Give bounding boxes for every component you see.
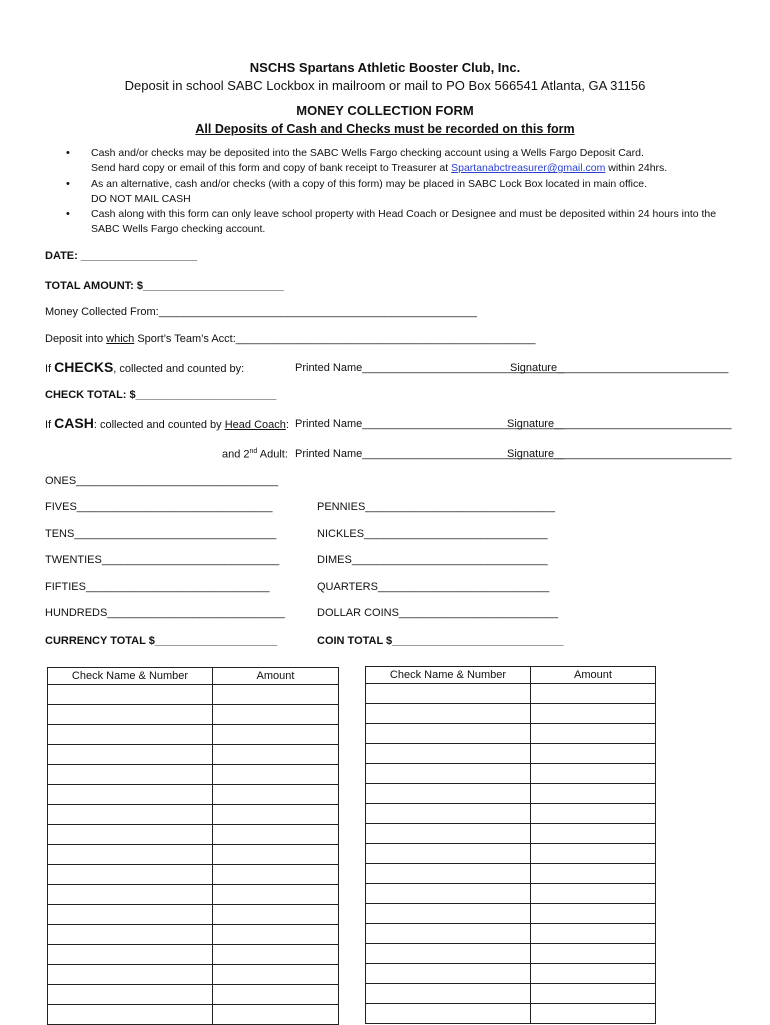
head-coach-text: Head Coach — [224, 419, 286, 431]
date-field[interactable]: DATE: ___________________ — [45, 250, 198, 262]
check-row — [48, 745, 339, 765]
check-name-cell[interactable] — [48, 745, 213, 765]
check-row — [48, 725, 339, 745]
check-amount-cell[interactable] — [213, 885, 339, 905]
check-name-cell[interactable] — [48, 805, 213, 825]
check-row — [48, 985, 339, 1005]
check-row — [366, 824, 656, 844]
amount-header: Amount — [213, 668, 339, 685]
check-row — [366, 984, 656, 1004]
check-row — [48, 805, 339, 825]
check-name-cell[interactable] — [366, 964, 531, 984]
check-row — [48, 845, 339, 865]
deposit-instructions: Deposit in school SABC Lockbox in mailroom or mail to PO Box 566541 Atlanta, GA 31156 — [124, 78, 646, 93]
check-amount-cell[interactable] — [213, 985, 339, 1005]
twenties-field[interactable]: TWENTIES_____________________________ — [45, 554, 280, 566]
fifties-field[interactable]: FIFTIES______________________________ — [45, 581, 270, 593]
check-name-cell[interactable] — [48, 1005, 213, 1025]
check-name-cell[interactable] — [48, 905, 213, 925]
check-name-cell[interactable] — [366, 884, 531, 904]
bullet-3-line-1: Cash along with this form can only leave school property with Head Coach or Designee and must be deposited within 24 hours into the — [91, 208, 717, 220]
check-row — [48, 705, 339, 725]
dimes-field[interactable]: DIMES________________________________ — [317, 554, 548, 566]
dollar-coins-field[interactable]: DOLLAR COINS__________________________ — [317, 607, 558, 619]
check-row — [48, 925, 339, 945]
check-amount-cell[interactable] — [531, 904, 656, 924]
second-adult-printed-name-field[interactable]: Printed Name_________________________________ — [295, 448, 565, 460]
pennies-field[interactable]: PENNIES_______________________________ — [317, 501, 555, 513]
check-table-right — [365, 666, 656, 1024]
checks-collected-label — [45, 359, 244, 375]
second-adult-signature-field[interactable]: Signature_____________________________ — [507, 448, 732, 460]
check-name-cell[interactable] — [366, 784, 531, 804]
check-row — [366, 704, 656, 724]
check-name-cell[interactable] — [366, 944, 531, 964]
check-row — [366, 944, 656, 964]
check-row — [48, 885, 339, 905]
check-name-cell[interactable] — [366, 764, 531, 784]
check-amount-cell[interactable] — [531, 784, 656, 804]
checks-printed-name-field[interactable]: Printed Name_________________________________ — [295, 362, 565, 374]
deposit-team-account-field[interactable] — [45, 333, 536, 345]
check-name-cell[interactable] — [48, 965, 213, 985]
check-amount-cell[interactable] — [213, 705, 339, 725]
check-amount-cell[interactable] — [213, 905, 339, 925]
check-amount-cell[interactable] — [531, 864, 656, 884]
check-amount-cell[interactable] — [213, 965, 339, 985]
check-row — [366, 844, 656, 864]
check-row — [48, 825, 339, 845]
bullet-icon: • — [66, 147, 70, 159]
checks-word: CHECKS — [54, 359, 114, 375]
check-amount-cell[interactable] — [213, 825, 339, 845]
bullet-icon: • — [66, 208, 70, 220]
check-row — [366, 724, 656, 744]
bullet-1-line-2 — [91, 162, 667, 174]
check-row — [48, 945, 339, 965]
check-amount-cell[interactable] — [213, 865, 339, 885]
check-name-cell[interactable] — [48, 725, 213, 745]
second-adult-label — [222, 448, 288, 461]
check-name-cell[interactable] — [366, 824, 531, 844]
bullet-2-line-2: DO NOT MAIL CASH — [91, 193, 191, 205]
bullet-icon: • — [66, 178, 70, 190]
check-name-cell[interactable] — [48, 685, 213, 705]
check-row — [48, 965, 339, 985]
check-name-header: Check Name & Number — [366, 667, 531, 684]
org-title: NSCHS Spartans Athletic Booster Club, Inc. — [249, 60, 521, 75]
check-row — [366, 684, 656, 704]
check-amount-cell[interactable] — [531, 844, 656, 864]
treasurer-email-link[interactable]: Spartanabctreasurer@gmail.com — [451, 162, 606, 174]
check-row — [366, 784, 656, 804]
check-amount-cell[interactable] — [213, 685, 339, 705]
check-name-cell[interactable] — [48, 885, 213, 905]
form-subtitle: All Deposits of Cash and Checks must be recorded on this form — [195, 122, 575, 136]
check-name-cell[interactable] — [48, 705, 213, 725]
cash-collected-label — [45, 415, 289, 431]
bullet-2-line-1: As an alternative, cash and/or checks (with a copy of this form) may be placed in SABC Lock Box located in main office. — [91, 178, 647, 190]
check-amount-cell[interactable] — [213, 845, 339, 865]
check-amount-cell[interactable] — [531, 744, 656, 764]
check-amount-cell[interactable] — [531, 684, 656, 704]
ones-field[interactable]: ONES_________________________________ — [45, 475, 279, 487]
check-amount-cell[interactable] — [213, 785, 339, 805]
checks-signature-field[interactable]: Signature____________________________ — [510, 362, 729, 374]
check-amount-cell[interactable] — [531, 1004, 656, 1024]
currency-total-field[interactable]: CURRENCY TOTAL $____________________ — [45, 635, 278, 647]
check-name-cell[interactable] — [366, 704, 531, 724]
check-row — [48, 905, 339, 925]
check-name-cell[interactable] — [48, 985, 213, 1005]
check-table-left — [47, 667, 339, 1025]
cash-colon: : — [285, 419, 289, 431]
cash-word: CASH — [54, 415, 94, 431]
check-name-cell[interactable] — [366, 804, 531, 824]
check-amount-cell[interactable] — [213, 765, 339, 785]
check-name-cell[interactable] — [48, 925, 213, 945]
check-amount-cell[interactable] — [531, 824, 656, 844]
check-row — [366, 864, 656, 884]
check-amount-cell[interactable] — [213, 725, 339, 745]
hundreds-field[interactable]: HUNDREDS_____________________________ — [45, 607, 285, 619]
total-amount-field[interactable]: TOTAL AMOUNT: $_______________________ — [45, 280, 284, 292]
check-total-field[interactable]: CHECK TOTAL: $_______________________ — [45, 389, 277, 401]
check-row — [48, 865, 339, 885]
check-amount-cell[interactable] — [531, 804, 656, 824]
check-name-cell[interactable] — [48, 765, 213, 785]
check-amount-cell[interactable] — [531, 884, 656, 904]
check-amount-cell[interactable] — [531, 964, 656, 984]
check-row — [366, 884, 656, 904]
check-name-cell[interactable] — [48, 945, 213, 965]
deposit-line: Sport’s Team’s Acct:_________________________________________________ — [134, 333, 536, 345]
amount-header: Amount — [531, 667, 656, 684]
check-name-header: Check Name & Number — [48, 668, 213, 685]
check-row — [366, 804, 656, 824]
second-adult-text: and 2 — [222, 448, 250, 461]
check-name-cell[interactable] — [366, 924, 531, 944]
bullet-1-text: Send hard copy or email of this form and copy of bank receipt to Treasurer at — [91, 162, 452, 174]
check-name-cell[interactable] — [366, 1004, 531, 1024]
check-row — [48, 765, 339, 785]
cash-signature-field[interactable]: Signature_____________________________ — [507, 418, 732, 430]
check-row — [366, 744, 656, 764]
ordinal-suffix: nd — [249, 448, 258, 455]
check-row — [48, 785, 339, 805]
check-amount-cell[interactable] — [213, 1005, 339, 1025]
check-row — [48, 1005, 339, 1025]
check-name-cell[interactable] — [366, 844, 531, 864]
check-row — [366, 764, 656, 784]
check-name-cell[interactable] — [366, 904, 531, 924]
bullet-1-text-end: within 24hrs. — [605, 162, 668, 174]
cash-printed-name-field[interactable]: Printed Name_________________________________ — [295, 418, 565, 430]
check-name-cell[interactable] — [366, 684, 531, 704]
check-name-cell[interactable] — [48, 785, 213, 805]
check-amount-cell[interactable] — [213, 925, 339, 945]
form-title: MONEY COLLECTION FORM — [296, 103, 474, 118]
check-row — [366, 904, 656, 924]
quarters-field[interactable]: QUARTERS____________________________ — [317, 581, 550, 593]
adult-text: Adult: — [257, 448, 288, 461]
check-row — [366, 1004, 656, 1024]
check-amount-cell[interactable] — [531, 704, 656, 724]
check-row — [366, 924, 656, 944]
deposit-label: Deposit into — [45, 333, 107, 345]
tens-field[interactable]: TENS_________________________________ — [45, 528, 277, 540]
check-amount-cell[interactable] — [531, 944, 656, 964]
coin-total-field[interactable]: COIN TOTAL $____________________________ — [317, 635, 564, 647]
check-name-cell[interactable] — [48, 845, 213, 865]
fives-field[interactable]: FIVES________________________________ — [45, 501, 273, 513]
which-word: which — [106, 333, 135, 345]
bullet-1-line-1: Cash and/or checks may be deposited into the SABC Wells Fargo checking account using a Wells Fargo Deposit Card. — [91, 147, 644, 159]
check-amount-cell[interactable] — [213, 745, 339, 765]
check-name-cell[interactable] — [366, 724, 531, 744]
if-word: If — [45, 363, 55, 375]
check-amount-cell[interactable] — [531, 724, 656, 744]
check-name-cell[interactable] — [48, 825, 213, 845]
checks-counted-text: , collected and counted by: — [113, 363, 245, 375]
check-row — [366, 964, 656, 984]
check-amount-cell[interactable] — [531, 764, 656, 784]
nickles-field[interactable]: NICKLES______________________________ — [317, 528, 548, 540]
money-collected-from-field[interactable]: Money Collected From:____________________________________________________ — [45, 306, 477, 318]
check-row — [48, 685, 339, 705]
check-amount-cell[interactable] — [213, 805, 339, 825]
if-word: If — [45, 419, 55, 431]
check-name-cell[interactable] — [366, 864, 531, 884]
check-name-cell[interactable] — [366, 744, 531, 764]
check-amount-cell[interactable] — [213, 945, 339, 965]
bullet-3-line-2: SABC Wells Fargo checking account. — [91, 223, 266, 235]
check-amount-cell[interactable] — [531, 984, 656, 1004]
cash-counted-text: : collected and counted by — [93, 419, 225, 431]
check-name-cell[interactable] — [48, 865, 213, 885]
check-amount-cell[interactable] — [531, 924, 656, 944]
check-name-cell[interactable] — [366, 984, 531, 1004]
